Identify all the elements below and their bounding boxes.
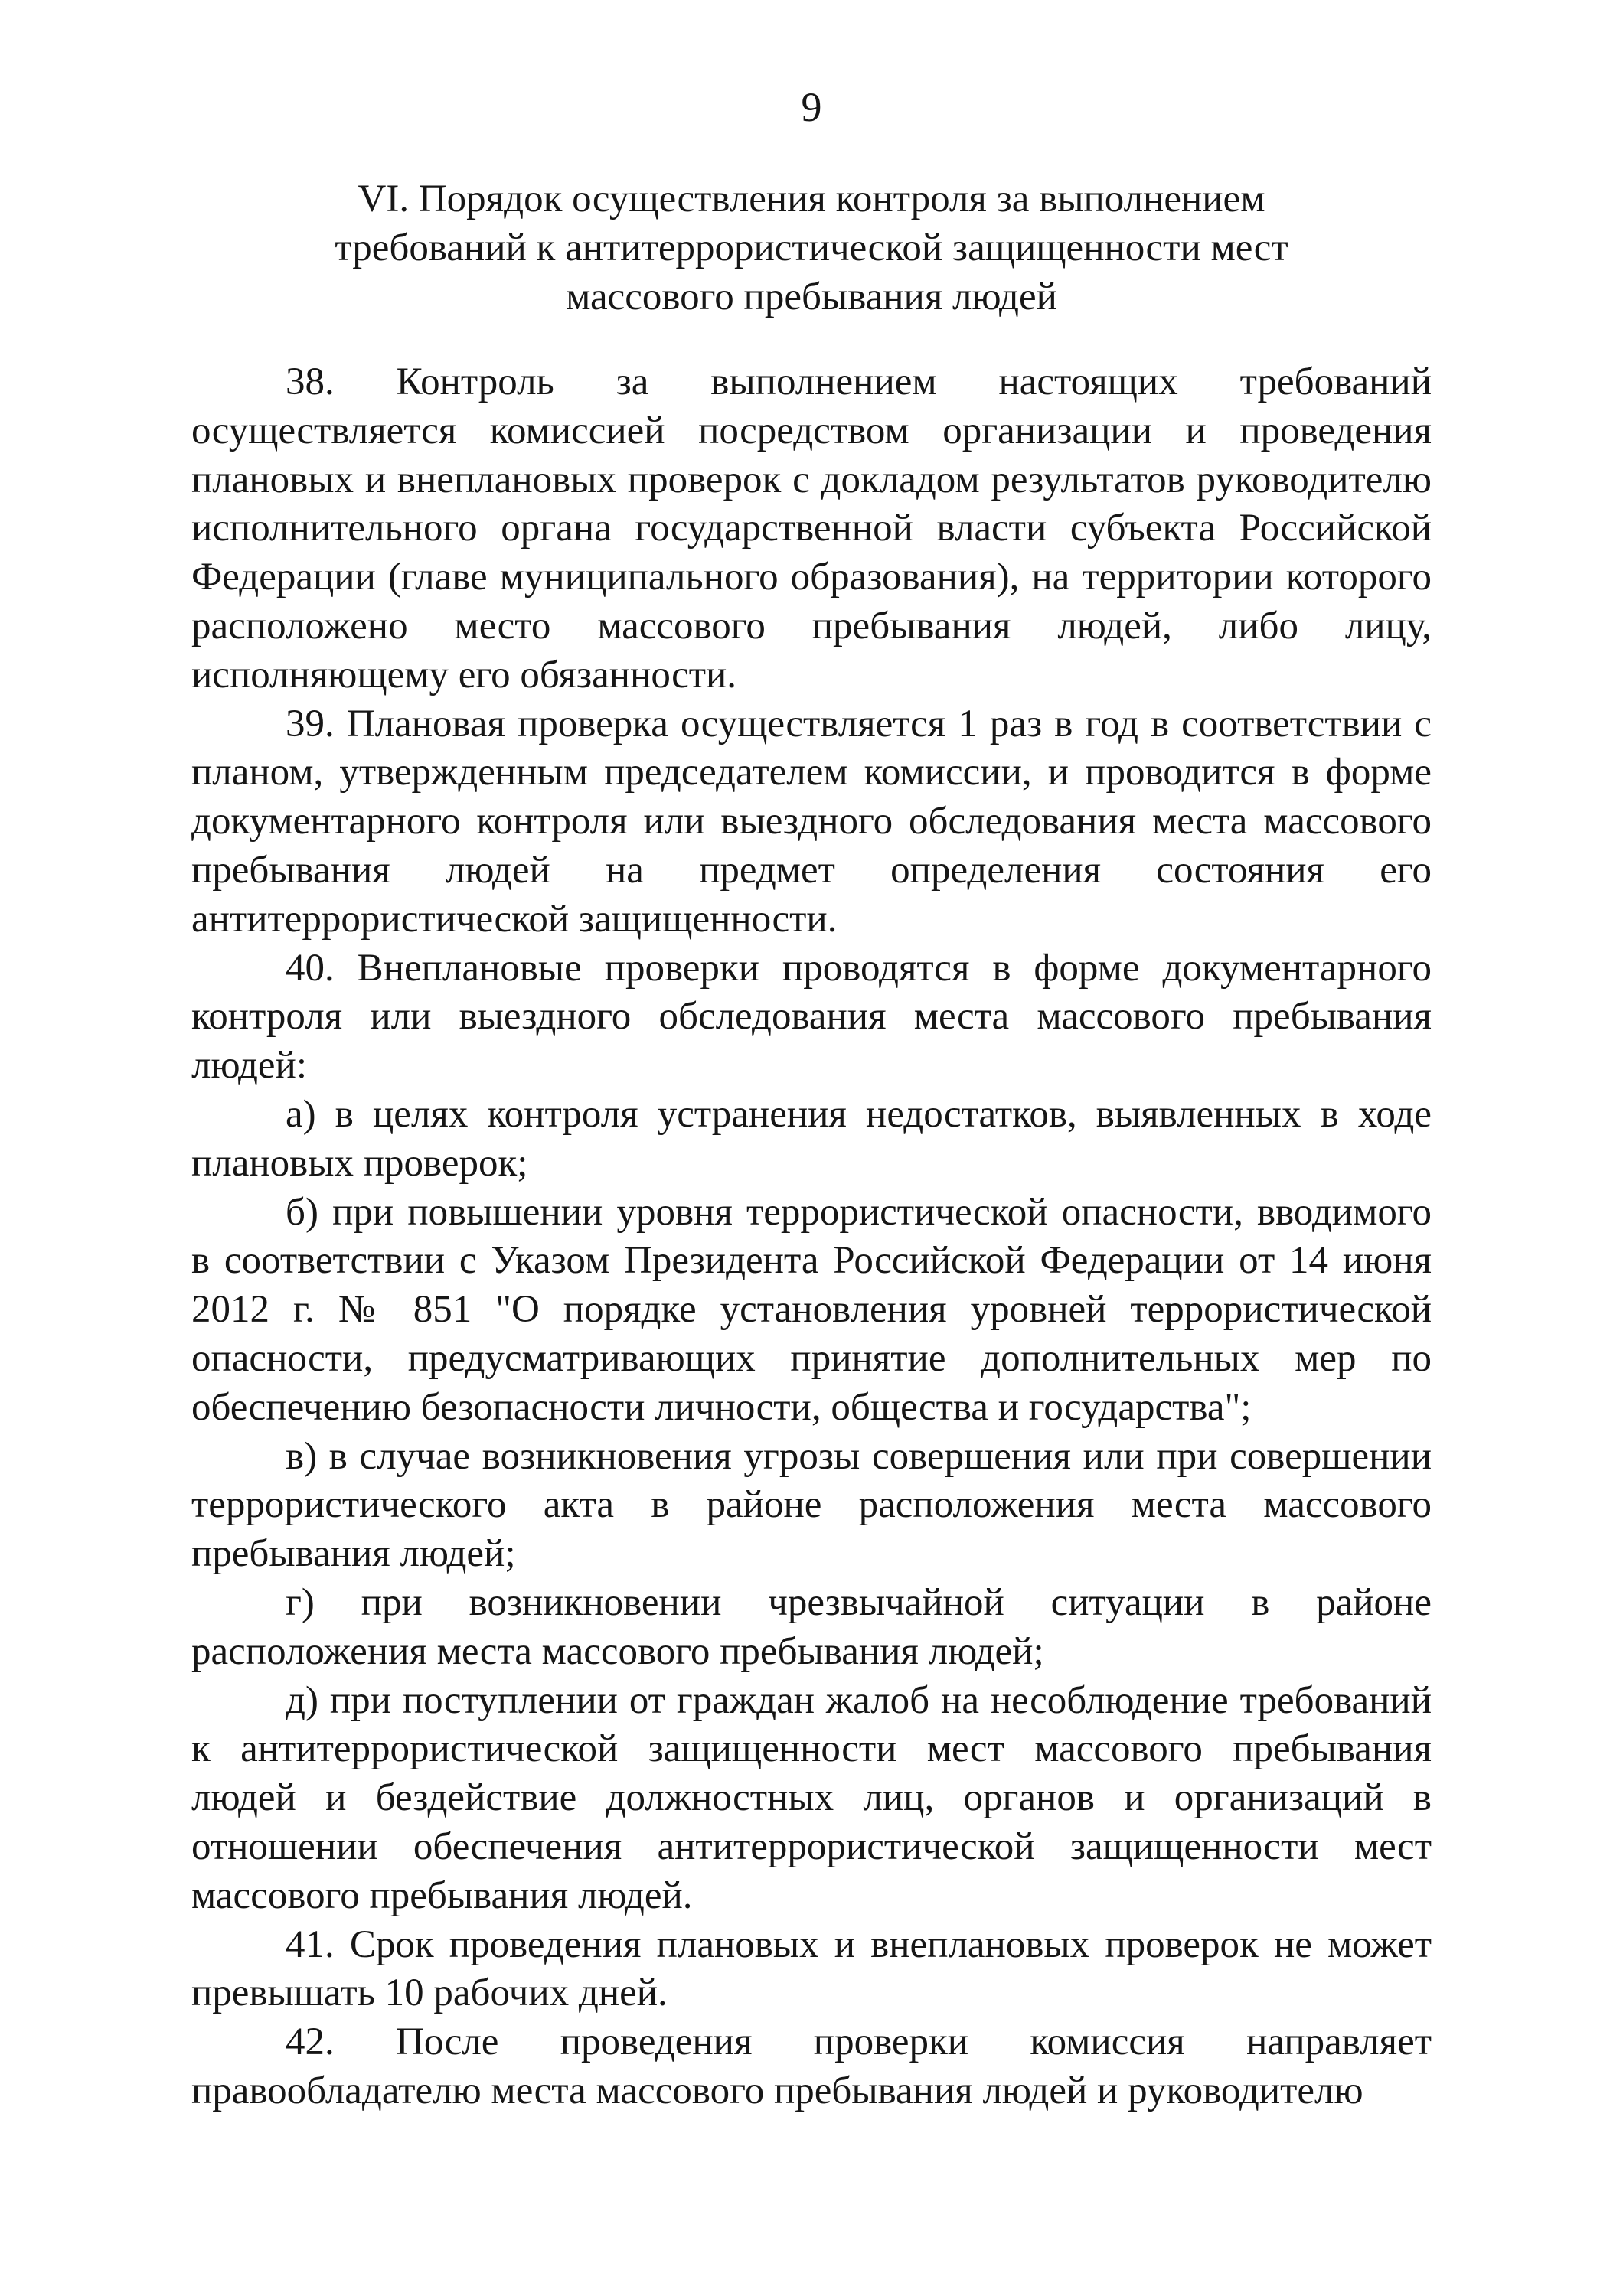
paragraph-40-item-v: в) в случае возникновения угрозы совершения или при совершении террористического акта в районе расположения места массового пребывания людей;: [191, 1434, 1432, 1576]
paragraph-42: 42. После проведения проверки комиссия направляет правообладателю места массового пребывания людей и руководителю: [191, 2020, 1432, 2112]
document-body: [191, 358, 1432, 2116]
paragraph-40-item-b: б) при повышении уровня террористической опасности, вводимого в соответствии с Указом Президента Российской Федерации от 14 июня 2012 г. № 851 "О порядке установления уровней террористической опасности, предусматривающих принятие дополнительных мер по обеспечению безопасности личности, общества и государства";: [191, 1190, 1432, 1429]
section-title: [191, 174, 1432, 321]
paragraph-40-item-a: а) в целях контроля устранения недостатков, выявленных в ходе плановых проверок;: [191, 1092, 1432, 1185]
paragraph-39: 39. Плановая проверка осуществляется 1 раз в год в соответствии с планом, утвержденным председателем комиссии, и проводится в форме документарного контроля или выездного обследования места массового пребывания людей на предмет определения состояния его антитеррористической защищенности.: [191, 702, 1432, 941]
paragraph-40: 40. Внеплановые проверки проводятся в форме документарного контроля или выездного обследования места массового пребывания людей:: [191, 946, 1432, 1088]
section-title-line: массового пребывания людей: [566, 276, 1057, 318]
section-title-line: требований к антитеррористической защищенности мест: [335, 227, 1288, 269]
paragraph-41: 41. Срок проведения плановых и внеплановых проверок не может превышать 10 рабочих дней.: [191, 1923, 1432, 2015]
page-number: 9: [801, 84, 822, 130]
paragraph-38: 38. Контроль за выполнением настоящих требований осуществляется комиссией посредством организации и проведения плановых и внеплановых проверок с докладом результатов руководителю исполнительного органа государственной власти субъекта Российской Федерации (главе муниципального образования), на территории которого расположено место массового пребывания людей, либо лицу, исполняющему его обязанности.: [191, 360, 1432, 696]
paragraph-40-item-d: д) при поступлении от граждан жалоб на несоблюдение требований к антитеррористической защищенности мест массового пребывания людей и бездействие должностных лиц, органов и организаций в отношении обеспечения антитеррористической защищенности мест массового пребывания людей.: [191, 1678, 1432, 1917]
paragraph-40-item-g: г) при возникновении чрезвычайной ситуации в районе расположения места массового пребывания людей;: [191, 1580, 1432, 1673]
section-title-line: VI. Порядок осуществления контроля за выполнением: [358, 178, 1265, 220]
